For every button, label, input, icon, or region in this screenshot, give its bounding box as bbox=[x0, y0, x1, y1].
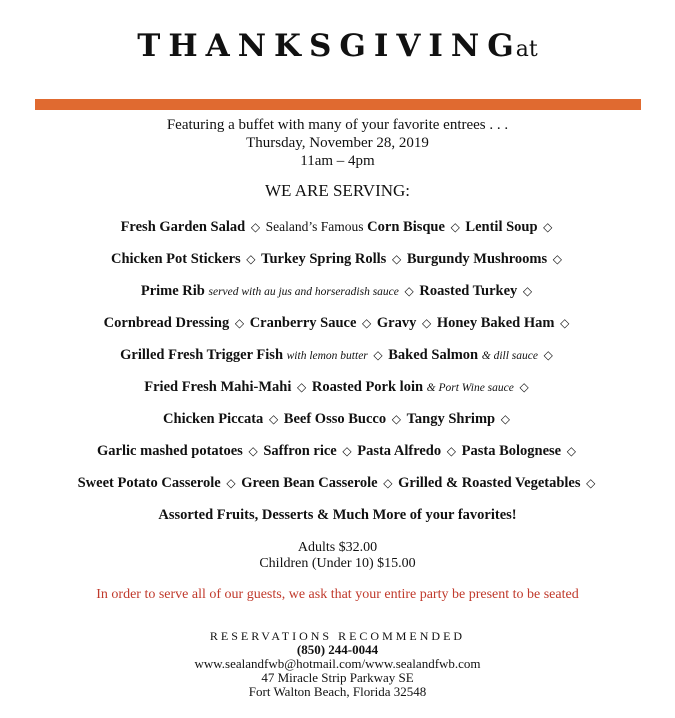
diamond-separator-icon: ◇ bbox=[519, 380, 529, 394]
reservations-label: RESERVATIONS RECOMMENDED bbox=[209, 629, 466, 643]
dish-note: & dill sauce bbox=[481, 350, 538, 362]
intro-block bbox=[0, 116, 675, 170]
dish-name: Fried Fresh Mahi-Mahi bbox=[144, 379, 292, 395]
menu-line bbox=[0, 215, 675, 247]
dish-name: Chicken Pot Stickers bbox=[110, 251, 241, 267]
diamond-separator-icon: ◇ bbox=[391, 412, 401, 426]
menu-line bbox=[0, 279, 675, 311]
dish-name: Baked Salmon bbox=[388, 347, 479, 363]
diamond-separator-icon: ◇ bbox=[246, 252, 256, 266]
diamond-separator-icon: ◇ bbox=[373, 348, 383, 362]
page-title bbox=[0, 28, 675, 64]
diamond-separator-icon: ◇ bbox=[342, 444, 352, 458]
diamond-separator-icon: ◇ bbox=[566, 444, 576, 458]
diamond-separator-icon: ◇ bbox=[446, 444, 456, 458]
dish-name: Turkey Spring Rolls bbox=[261, 251, 387, 267]
diamond-separator-icon: ◇ bbox=[586, 476, 596, 490]
diamond-separator-icon: ◇ bbox=[552, 252, 563, 266]
diamond-separator-icon: ◇ bbox=[560, 316, 570, 330]
diamond-separator-icon: ◇ bbox=[234, 316, 245, 330]
menu-line bbox=[0, 343, 675, 375]
title-suffix: at bbox=[515, 37, 538, 62]
dish-name: Green Bean Casserole bbox=[241, 475, 378, 491]
dish-name: Assorted Fruits, Desserts & Much More of your favorites! bbox=[158, 507, 517, 523]
dish-name: Pasta Bolognese bbox=[461, 443, 562, 459]
address-line-1: 47 Miracle Strip Parkway SE bbox=[261, 670, 414, 685]
seating-notice: In order to serve all of our guests, we ask that your entire party be present to be seated bbox=[96, 587, 579, 602]
address-line-2: Fort Walton Beach, Florida 32548 bbox=[248, 684, 427, 699]
dish-lead: Sealand’s Famous bbox=[265, 219, 364, 234]
dish-name: Grilled & Roasted Vegetables bbox=[398, 475, 581, 491]
intro-tagline: Featuring a buffet with many of your favorite entrees . . . bbox=[166, 117, 509, 133]
phone-number: (850) 244-0044 bbox=[296, 642, 379, 657]
diamond-separator-icon: ◇ bbox=[248, 444, 258, 458]
dish-name: Cornbread Dressing bbox=[103, 315, 230, 331]
dish-name: Chicken Piccata bbox=[163, 411, 264, 427]
diamond-separator-icon: ◇ bbox=[543, 348, 553, 362]
menu-line bbox=[0, 471, 675, 503]
diamond-separator-icon: ◇ bbox=[268, 412, 279, 426]
footer-contact bbox=[0, 629, 675, 699]
child-price: Children (Under 10) $15.00 bbox=[259, 556, 416, 571]
dish-name: Garlic mashed potatoes bbox=[97, 443, 243, 459]
dish-name: Roasted Pork loin bbox=[311, 379, 424, 395]
web-email: www.sealandfwb@hotmail.com/www.sealandfwb.com bbox=[194, 656, 481, 671]
dish-name: Pasta Alfredo bbox=[357, 443, 442, 459]
dish-name: Honey Baked Ham bbox=[436, 315, 555, 331]
dish-name: Fresh Garden Salad bbox=[120, 219, 246, 235]
diamond-separator-icon: ◇ bbox=[391, 252, 402, 266]
diamond-separator-icon: ◇ bbox=[362, 316, 372, 330]
event-hours: 11am – 4pm bbox=[300, 153, 375, 169]
menu-line bbox=[0, 375, 675, 407]
menu-line bbox=[0, 407, 675, 439]
dish-name: Beef Osso Bucco bbox=[283, 411, 387, 427]
diamond-separator-icon: ◇ bbox=[450, 220, 460, 234]
menu-line bbox=[0, 503, 675, 535]
diamond-separator-icon: ◇ bbox=[226, 476, 236, 490]
dish-name: Corn Bisque bbox=[367, 219, 445, 235]
dish-name: Saffron rice bbox=[263, 443, 337, 459]
dish-name: Lentil Soup bbox=[465, 219, 538, 235]
accent-divider bbox=[35, 99, 641, 110]
dish-name: Tangy Shrimp bbox=[406, 411, 496, 427]
dish-name: Cranberry Sauce bbox=[249, 315, 357, 331]
title-main: THANKSGIVING bbox=[137, 28, 522, 64]
prices-block bbox=[0, 540, 675, 572]
menu-line bbox=[0, 439, 675, 471]
dish-name: Prime Rib bbox=[140, 283, 205, 299]
menu-line bbox=[0, 311, 675, 343]
dish-name: Gravy bbox=[376, 315, 417, 331]
diamond-separator-icon: ◇ bbox=[543, 220, 553, 234]
diamond-separator-icon: ◇ bbox=[297, 380, 307, 394]
diamond-separator-icon: ◇ bbox=[404, 284, 414, 298]
diamond-separator-icon: ◇ bbox=[522, 284, 533, 298]
adult-price: Adults $32.00 bbox=[297, 540, 378, 555]
serving-heading: WE ARE SERVING: bbox=[264, 181, 411, 200]
diamond-separator-icon: ◇ bbox=[500, 412, 510, 426]
menu-line bbox=[0, 247, 675, 279]
dish-name: Burgundy Mushrooms bbox=[406, 251, 548, 267]
dish-name: Grilled Fresh Trigger Fish bbox=[120, 347, 284, 363]
dish-note: with lemon butter bbox=[286, 350, 368, 362]
dish-name: Roasted Turkey bbox=[419, 283, 518, 299]
diamond-separator-icon: ◇ bbox=[421, 316, 432, 330]
event-date: Thursday, November 28, 2019 bbox=[246, 135, 429, 151]
dish-note: served with au jus and horseradish sauce bbox=[208, 286, 399, 298]
diamond-separator-icon: ◇ bbox=[383, 476, 393, 490]
dish-name: Sweet Potato Casserole bbox=[77, 475, 221, 491]
dish-note: & Port Wine sauce bbox=[426, 382, 514, 394]
diamond-separator-icon: ◇ bbox=[250, 220, 261, 234]
menu-list bbox=[0, 215, 675, 535]
